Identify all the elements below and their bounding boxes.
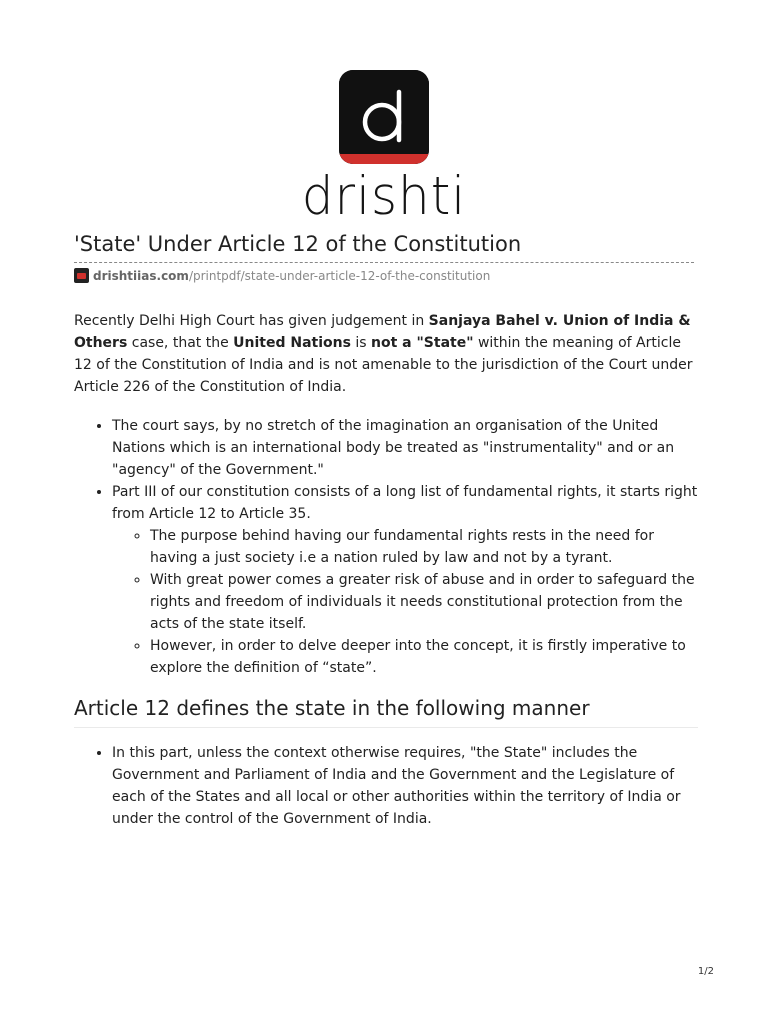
bullet-list bbox=[74, 742, 698, 830]
article-title: 'State' Under Article 12 of the Constitution bbox=[74, 232, 522, 256]
intro-text: case, that the bbox=[127, 335, 234, 351]
sub-bullet-list bbox=[112, 525, 698, 679]
list-item: • In this part, unless the context otherwise requires, "the State" includes the Government and Parliament of India and the Government and the Legislature of each of the States and all local or other authorities within the territory of India or under the control of the Government of India. bbox=[112, 742, 698, 830]
source-domain[interactable]: drishtiias.com bbox=[93, 268, 189, 283]
intro-text: within the meaning of Article 12 of the Constitution of India and is not amenable to the jurisdiction of the Court under Article 226 of the Constitution of India. bbox=[74, 335, 693, 395]
drishti-logo-icon bbox=[339, 70, 429, 164]
not-a-state-bold: not a "State" bbox=[371, 335, 474, 351]
case-name: Sanjaya Bahel v. Union of India & Others bbox=[74, 313, 691, 351]
sub-list-item: ◦ However, in order to delve deeper into the concept, it is firstly imperative to explore the definition of “state”. bbox=[150, 635, 698, 679]
article-body bbox=[74, 310, 698, 845]
drishti-favicon-icon bbox=[74, 268, 89, 283]
source-link[interactable] bbox=[74, 268, 490, 283]
drishti-logo bbox=[0, 70, 768, 227]
intro-paragraph bbox=[74, 310, 698, 398]
intro-text: Recently Delhi High Court has given judgement in bbox=[74, 313, 429, 329]
bullet-list bbox=[74, 415, 698, 679]
logo-wordmark: drishti bbox=[301, 165, 467, 227]
sub-list-item: ◦ The purpose behind having our fundamental rights rests in the need for having a just society i.e a nation ruled by law and not by a tyrant. bbox=[150, 525, 698, 569]
intro-text: is bbox=[350, 335, 372, 351]
list-item-text: Part III of our constitution consists of a long list of fundamental rights, it starts right from Article 12 to Article 35. bbox=[112, 484, 698, 522]
list-item bbox=[112, 481, 698, 679]
section-heading: Article 12 defines the state in the following manner bbox=[74, 694, 698, 728]
divider bbox=[74, 262, 694, 263]
united-nations-bold: United Nations bbox=[233, 335, 351, 351]
page-number: 1/2 bbox=[697, 966, 714, 977]
list-item: • The court says, by no stretch of the imagination an organisation of the United Nations which is an international body be treated as "instrumentality" and or an "agency" of the Government." bbox=[112, 415, 698, 481]
sub-list-item: ◦ With great power comes a greater risk of abuse and in order to safeguard the rights and freedom of individuals it needs constitutional protection from the acts of the state itself. bbox=[150, 569, 698, 635]
source-path[interactable]: /printpdf/state-under-article-12-of-the-constitution bbox=[188, 268, 491, 283]
